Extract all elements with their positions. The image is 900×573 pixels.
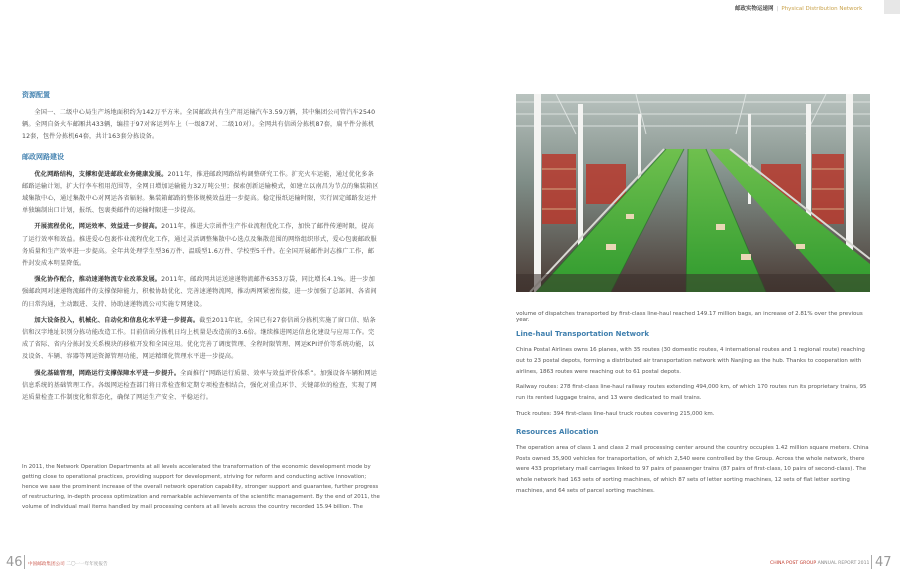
header-en-title: Physical Distribution Network: [781, 6, 863, 12]
section-heading-linehaul: Line-haul Transportation Network: [516, 330, 650, 338]
section-heading-network-cn: 邮政网路建设: [22, 152, 64, 161]
footer-divider-left: [24, 555, 25, 569]
paragraph-airlines: China Postal Airlines owns 16 planes, with 35 routes (30 domestic routes, 4 international routes and 1 regional route) reaching out to 23 postal depots, forming a distributed air transportation network with Nanjing as the hub. Thanks to cooperation with airlines, 1863 routes were reaching out to 61 postal depots.: [516, 347, 865, 375]
paragraph-lead: 优化网路结构，支撑和促进邮政业务健康发展。: [34, 170, 168, 178]
footer-right-text: CHINA POST GROUP ANNUAL REPORT 2011: [770, 561, 870, 566]
paragraph-lead: 加大设备投入，机械化、自动化和信息化水平进一步提高。: [34, 316, 200, 324]
section-heading-resources-en: Resources Allocation: [516, 427, 599, 436]
header-cn-title: 邮政实物运递网: [735, 6, 774, 12]
paragraph-intro-en: In 2011, the Network Operation Departments at all levels accelerated the transformation of the economic development mode by getting close to operational practices, providing support for development, striving for reform and conducting active innovation; hence we saw the prominent increase of the overall network operation capability, stronger support and guarantee, further progress of restructuring, in-depth process optimization and remarkable achievements of the scientific management. By the end of 2011, the volume of individual mail items handled by mail processing centers at all levels across the country recorded 15.94 billion. The: [22, 464, 380, 510]
paragraph-lead: 开展流程优化，网运效率、效益进一步提高。: [34, 223, 162, 231]
running-header: [735, 4, 862, 12]
paragraph-process-cn: 开展流程优化，网运效率、效益进一步提高。2011年，推进大宗函件生产作业流程优化工作，加快了邮件传递时限，提高了运行效率和效益。推进爱心包裹作业流程优化工作，通过灵活调整集散中心选点及集散范围的网络组织形式，爱心包裹邮政服务质量和生产效率进一步提高。全年共处理学生型36万件、温暖型1.6万件、学校型5千件。在全国开展邮件封志推广工作，邮件封发成本明显降低。: [22, 223, 377, 268]
section-heading-resources-cn: 资源配置: [22, 91, 50, 99]
paragraph-continuation-en: volume of dispatches transported by first-class line-haul reached 149.17 million bags, an increase of 2.81% over the previous year.: [516, 311, 863, 323]
page-number-right: 47: [875, 555, 892, 570]
paragraph-structure-cn: 优化网路结构，支撑和促进邮政业务健康发展。2011年，推进邮政网路结构调整研究工作。扩充火车运能，通过优化多条邮路运输计划，扩大行李车租用范围等，全网日增加运输能力32万吨公里；探索创新运输模式，如建立以南昌为节点的集装箱区域集散中心，通过集散中心对网运各省辐射。集装箱邮路的整体规模效益进一步提高。稳定报纸运输时限，实行固定邮路发运并单独编制出口计划，报纸、包裹类邮件的运输时限进一步提高。: [22, 170, 379, 215]
paragraph-truck: Truck routes: 394 first-class line-haul truck routes covering 215,000 km.: [516, 410, 715, 417]
page-number-left: 46: [6, 555, 23, 570]
footer-divider-right: [871, 555, 872, 569]
footer-left-text: 中国邮政集团公司 二〇一一年年度报告: [28, 562, 108, 567]
paragraph-resources-en: The operation area of class 1 and class 2 mail processing center around the country occupies 1.42 million square meters. China Posts owned 35,900 vehicles for transportation, of which 2,540 were controlled by the Group. Across the whole network, there were 433 proprietary mail carriages linked to 97 pairs of passenger trains (87 pairs of first-class, 10 pairs of second-class). The whole network had 163 sets of sorting machines, of which 87 sets of letter sorting machines, 12 sets of flat letter sorting machines, and 64 sets of parcel sorting machines.: [516, 444, 869, 494]
paragraph-cooperation-cn: 强化协作配合，推动速递物流专业改革发展。2011年，邮政网共运送速递物流邮件6353万袋，同比增长4.1%。进一步加强邮政网对速递物流邮件的支撑保障能力，积极协助优化、完善速递物流网，推动两网紧密衔接，进一步加强了总部间、各省间的日常沟通，主动跟进、支持、协助速递物流公司实施专网建设。: [22, 276, 377, 308]
paragraph-equipment-cn: 加大设备投入，机械化、自动化和信息化水平进一步提高。截至2011年底，全国已有27套信函分拣机实施了窗口信、贴条信和汉字地址识别分拣功能改造工作。目前信函分拣机日均上机量是改造前的3.6倍。继续推进网运信息化建设与应用工作。完成了省际、省内分拣封发关系模块的移植开发和全国应用。优化完善了调度管理、全程时限管理、网运KPI评价等系统功能，以及设备、车辆、容器等网运资源管理功能，网运精细化管理水平进一步提高。: [22, 316, 376, 361]
sorting-center-photo: [516, 94, 870, 292]
paragraph-management-cn: 强化基础管理，网路运行支撑保障水平进一步提升。全面推行“网路运行质量、效率与效益评价体系”。加强设备车辆和网运信息系统的基础管理工作。各级网运检查部门将日常检查和定期专项检查相结合，强化对重点环节、关键部位的检查，实现了网运质量检查工作制度化和常态化，确保了网运生产安全、平稳运行。: [22, 369, 377, 402]
header-tab-bar: [884, 0, 900, 14]
header-separator: |: [776, 6, 779, 12]
paragraph-lead: 强化基础管理，网路运行支撑保障水平进一步提升。: [34, 369, 181, 377]
left-column: [22, 92, 380, 404]
conveyor-illustration: [516, 94, 870, 292]
right-column: [516, 331, 872, 502]
paragraph-resources-cn: 全国一、二级中心局生产场地面积约为142万平方米。全国邮政共有生产用运输汽车3.59万辆，其中集团公司管汽车2540辆。全网自备火车邮厢共433辆，编挂于97对客运列车上（一级87对、二级10对）。全网共有信函分拣机87套，扁平件分拣机12套，包件分拣机64套，共计163套分拣设备。: [22, 109, 376, 141]
paragraph-lead: 强化协作配合，推动速递物流专业改革发展。: [34, 276, 162, 284]
paragraph-railway: Railway routes: 278 first-class line-haul railway routes extending 494,000 km, of which 170 routes run its proprietary trains, 95 run its rented luggage trains, and 13 were dedicated to mail trains.: [516, 384, 867, 402]
